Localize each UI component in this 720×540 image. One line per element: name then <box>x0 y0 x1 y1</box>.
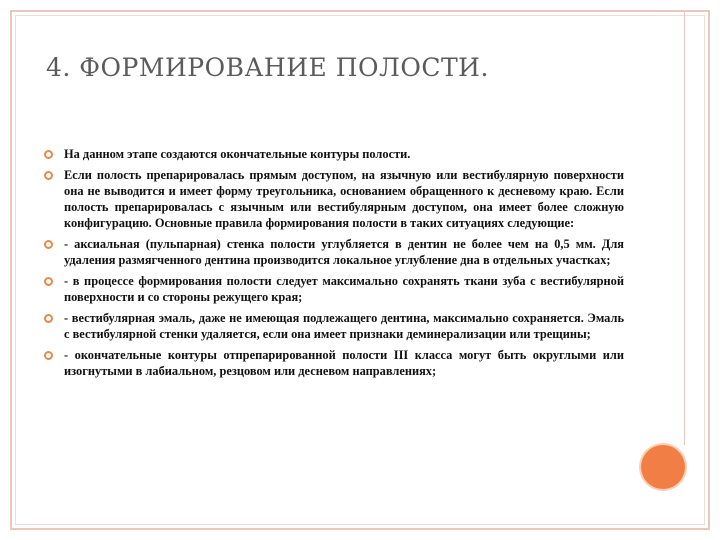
bullet-item <box>44 146 624 162</box>
bullet-text: - окончательные контуры отпрепарированной полости III класса могут быть округлыми или изогнутыми в лабиальном, резцовом или десневом направлениях; <box>64 348 624 378</box>
orange-circle-icon <box>641 445 685 489</box>
slide-title: 4. ФОРМИРОВАНИЕ ПОЛОСТИ. <box>46 52 489 82</box>
decorative-vertical-line <box>684 10 685 445</box>
bullet-text: - вестибулярная эмаль, даже не имеющая подлежащего дентина, максимально сохраняется. Эмаль с вестибулярной стенки удаляется, если она имеет признаки деминерализации или трещины; <box>64 311 624 341</box>
bullet-text: На данном этапе создаются окончательные контуры полости. <box>64 147 411 161</box>
ring-bullet-icon <box>44 150 53 159</box>
ring-bullet-icon <box>44 314 53 323</box>
bullet-text: - в процессе формирования полости следует максимально сохранять ткани зуба с вестибулярной поверхности и со стороны режущего края; <box>64 274 624 304</box>
bullet-item <box>44 310 624 342</box>
bullet-item <box>44 273 624 305</box>
bullet-item <box>44 167 624 231</box>
ring-bullet-icon <box>44 351 53 360</box>
bullet-list <box>44 146 624 384</box>
bullet-text: Если полость препарировалась прямым доступом, на язычную или вестибулярную поверхности она не выводится и имеет форму треугольника, основанием обращенного к десневому краю. Если полость препарировалась с язычным или вестибулярным доступом, она имеет более сложную конфигурацию. Основные правила формирования полости в таких ситуациях следующие: <box>64 168 624 230</box>
ring-bullet-icon <box>44 240 53 249</box>
ring-bullet-icon <box>44 277 53 286</box>
ring-bullet-icon <box>44 171 53 180</box>
bullet-item <box>44 347 624 379</box>
bullet-text: - аксиальная (пульпарная) стенка полости углубляется в дентин не более чем на 0,5 мм. Для удаления размягченного дентина производится локальное углубление дна в отдельных участках; <box>64 237 624 267</box>
bullet-item <box>44 236 624 268</box>
